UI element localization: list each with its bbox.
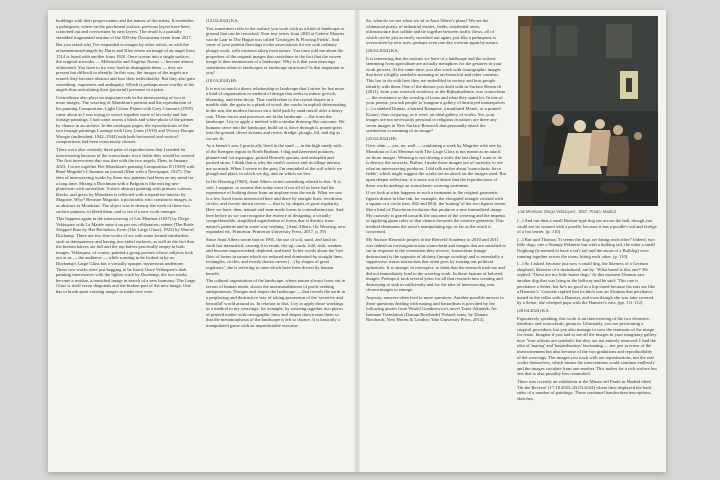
- painting-illustration: [518, 16, 658, 206]
- right-page: [357, 10, 666, 472]
- dialogue-heading: (12.04.2024) KA:: [206, 18, 239, 23]
- image-caption: Las Meninas: Diego Velázquez, 1657, Prado, Madrid: [518, 209, 616, 214]
- dialogue-heading: (28.04.2024) KA:: [517, 307, 550, 313]
- dialogue-heading: (20.04.2024) KA:: [366, 47, 399, 53]
- left-page-column-1: [56, 18, 196, 297]
- paragraph: It is interesting that the notions we have of a landscape and the actions stemming from agriculture are actually metaphors for the gestures in your work process. At the same time, you also work with iconographic images that have a highly symbolic meaning or art-historical and other contexts. This has to do with how they are embedded in society and how people identify with them. One of the themes you dealt with in Surface Research (2011), from your research residency at the Rijksakademie, was iconoclasm — the resistance to the worship of icons and what they stand for. In one of your poems, you ask people to 'imagine a gallery of destroyed masterpieces (...) a stabbed Dumas, a burned Rampens, a mutilated Monet, or a pruned Koons'; thus conjuring, as it were, an ideal gallery of works. Yet, your images are not necessarily personal or religious in nature; are there any seven images in New Surface Research that personally attack the symbolism or meaning of an image?: [366, 55, 506, 134]
- paragraph: But you asked why I've responded to images by other artists, as with the aforementioned angels by Dürer and Klee where an image of an angel from 1514 is fused with another from 1920. Once woven into a single surface, the original artworks — Melencolia and Angelus Novus — become almost obliterated. You have to try very hard to distinguish them — they are present but difficult to identify. In this way, the images of the angels are erased; they become abstract and lose their individuality. But they also gain something: vagueness and ambiguity. Which is perhaps more worthy of the angels than articulating their (pictorial) presence in a print.: [56, 42, 195, 93]
- dialogue-heading: (18.04.2024) HI:: [206, 77, 238, 83]
- left-page: [48, 10, 357, 472]
- paragraph: My Surface Research project at the Rietveld Academy in 2010 and 2011 was indeed an investigation into iconoclasm and images that are smashed or cut in response to the veneration they receive. Iconoclasm (image destruction) is the opposite of idolatry (image worship) and is essentially a suppressive iconic instruction that often goes by rousing our political upheavals. It is strange, in retrospect, to think that the research took me and did not immediately lead to the weaving work. In these fusions of beloved images. Perhaps it took several years for all that research into creating and destroying to sink in sufficiently and for the idea of interweaving wen chosen images to emerge.: [366, 236, 506, 293]
- quote-paragraph: (...) And out then a small Brahon-type dog ran across the hall, though you could see its crossed with a poodle, because it has a poodle's tail and ferelge of a fox terrier. (p. 110): [517, 218, 657, 235]
- paragraph: buildings with their proper names and the names of the artists. It resembles a palimpsest, where on the parchment surface, previous layers have been scratched out and overwritten by new layers. The result is a partially shredded fragmented residue of the 500-day Documenta event from 2017.: [56, 18, 194, 40]
- paragraph: There was recently an exhibition at the Museo del Prado in Madrid titled 'On the Reverse' (17.10.2023–03.03.2024) where they displayed the back sides of a number of paintings. These contained handwritten inscriptions, sketches,: [517, 379, 652, 401]
- paragraph: It is not so much a direct relationship to landscape that I strive for but more a kind of organisation or method of design that seeks to mimic growth, blooming, and even decay. That could relate to the crystal shapes in a marble slab, the grain in a plank of wood, the cracks in asphalt deteriorating in the sun, the modern furrows on a field path by sand runoff after a heavy rain. These traces and processes are in the landscape — the form the landscape. I try to apply a method with a similar drawing-like outcome. We humans carve into the landscape, build on it, drive through it, pound grass into the ground, divert streams and rivers, dredge, plough, fill, and dig as we see fit.: [206, 85, 346, 141]
- paragraph: The cultural organisation of the landscape, where nature always loses out in favour of human needs, shows the unreasonableness of profit-seeking entrepreneurs. Designs and shapes the landscape — that reveals the earth in a perplexing and destructive way of taking possession of the 'secretive and beautiful' world around us. In relation to that, I try to apply those workings as a method in my weavings: for example, by weaving together two pieces of printed matter with cartographic lines and shapes drawn onto them so that the metamorphosis of the landscape is left to chance. It is basically a manipulated game with an unpredictable outcome.: [206, 278, 346, 328]
- paragraph: Anyway, answers often lead to more questions. Another possible answer to these questions dealing with mating and bastardism is provided by the following quotes from Witold Gombrowicz's novel Trans-Atlantyk: An Intimate Translation (Danuta Borchardt) 'Poland: trans. by Danuta Borchardt, New Haven & London: Yale University Press, 2014).: [366, 294, 504, 323]
- paragraph: There were also certainly three pairs of reproductions that I needed for interweaving because of the iconoclastic force fields they would be created. The first interwoven duo was that with the two angels. Then, in January 2023, I wove together Piet Mondrian's painting Composition II (1929) with René Magritte's L'homme au journal (Man with a Newspaper, 1927). The idea of interweaving works by these two painters had been on my mind for a long time. Mixing a Dutchman with a Belgian is like mixing neo-plasticism with surrealism. A strict abstract painting with primary colours, blacks, and greys by Mondrian is reflected with a repetitive interior by Magritte. Why? Because Magritte, a pictorialist who constructs images, is as abstract as Mondrian. The object was to destroy the work of these two surface painters, to bleed them, and to see if a new work emerges.: [56, 147, 196, 214]
- paragraph: Figuratively speaking, this work is an interweaving of the two elements: idealistic and iconoclastic gestures. Ultimately, you are performing a surgical procedure, but you also manage to save the remnants of the image for reuse. Imagine if you had to see all the images in your imaginary gallery now. Your actions are symbolic but they are not entirely removed. I find the idea of 'mating' and 'bastardization' fascinating — not just in terms of the intertwinement but also because of the two gradations and reproducibility of the weavings. The images you work with are reproductions, not the real works themselves, which means the interventions could continue endlessly and the images circulate from one another. This makes for a rich surface but one that is also possibly less committed.: [517, 315, 657, 377]
- dialogue-heading: (25.04.2024) HI:: [366, 135, 398, 141]
- paragraph: So, what do we see when we sit at Anni Albers's plans? We see the whimsical poetry of industrial estates, fields, residential areas, infrastructure that collide and tie together between traffic flows, all of which can be just as easily stretched out again, just like a palimpsest is overwritten by new uses, perhaps even one day overrun again by nature.: [366, 18, 499, 46]
- paragraph: This happens again in the interweaving of Las Meninas (1657) by Diego Velázquez with La Mariée mise à nu par ses célibataires, même (The Bride Stripped Bare by Her Bachelors, Even (The Large Glass), 1923) by Marcel Duchamp. There are two fine works of art with some formal similarities, such as transparency and having two-sided surfaces, as well as the fact that the bottom halves are full and the top halves practically empty in both images. Velázquez, of course, painted a group portrait whose subjects look out at us — the audience — while wanting to be looked at by us. Duchamp's Large Glass has a virtually opaque, mysterious undertone. Those two works were just begging to be fused. Once Velázquez's dark painting interweaves with the lighter work by Duchamp, the two works become a residue, a tarnished image in search of a new harmony. The Large Glass is itself seven diagonals and the broken part of the new image. One has to break apart existing images to make new ones.: [56, 216, 196, 294]
- book-spread: [48, 10, 666, 472]
- paragraph: Since Anni Albers wrote that in 1965, the use of soil, sand, and land on earth has intensified, causing it to erode, dry up, crack, fold, sink, weaken, and become impoverished, depleted, and tired. In her words about the 'free flow of forms in nature which we reduced and dominated by straight lines, rectangles, circles, and evenly drawn curves (...) by shapes of great regularity', she is referring to ones which have been driven by human benefit.: [206, 236, 344, 276]
- quote-paragraph: (...) So I asked, because just now a small dog, the likeness of a German shepherd, likewise of a dachshund, ran by: 'What breed is this one?' He replied: 'These are my little house dogs.' At this moment Thomas saw another dog that was lying in the hallway and he said: 'This one is perchance a Setter, but he's no good as a lop-eared because his ears are like a Hamster's.' Gonzalo replied that its bitch was an Alsatian that perchance mated in the cellar with a Hamster, and even though she was later covered by a Setter, she whelped pups with the Hamster's ears. (pp. 111-112): [517, 261, 656, 306]
- paragraph: In On Weaving (1965), Anni Albers writes something related to this: 'It is safe, I suppose, to assume that today most if not all of us have had the experience of looking down from an airplane onto the earth. What we saw is a few fixed forms intersected here and there by straight lines, rectilinear circles, and evenly drawn curves — that is, by shapes of great regularity. Here we have, then, natural and man-made forms in contradistinction. And here before us we can recognise the essence of designing, a visually comprehensible, simplified organisation of forms that is distinct from nature's patterns and in some way wishing.' (Anni Albers, On Weaving, new expanded ed., Princeton: Princeton University Press, 2017, p. 59): [206, 179, 346, 235]
- paragraph: You sometimes refer to the surface you work with as a kind of landscape or ground that can be reworked. Your text series from 2020 at Galerie Maurits van de Laar in The Hague was called 'Geologies & Plowing Fields'. And some of your pattern drawings evoke associations for me with ordinary plough work, with contours taken from nature. You once told me about the properties of the original images that contribute to the fact that the woven image is then reminiscent of a landscape. Why is it that your drawings sometimes relate to landscapes or landscape structures? Is that important to you?: [206, 25, 345, 76]
- paragraph: If we look at what happens in such a treatment to the original geometric figures drawn in blue ink, for example, the elongated triangle crossed with a square or a circle (nos. 082 and 084), the 'mating' of the two figures seems like a kind of Darwinian evolution that produces a new bastardized image. My curiosity is geared towards the outcome of the weaving and the impetus of applying game rules so that chance becomes the creative generator. This method eliminates the artist's manipulating ego as far as the result is concerned.: [366, 190, 506, 235]
- quote-paragraph: (...) But said Thomas: 'It seems the dogs are biting each other!' Indeed, two little dogs, one a Stumpy Pekinese but with a bulldog tail, the other a small Dogbong (it seemed to have a rat's tail and the snout of a Bulldog) were running together across the room, biting each other. (p. 110): [517, 236, 655, 259]
- left-page-column-2: [206, 18, 346, 330]
- paragraph: Give, uhm — yes, no, well — combining a work by Magritte with one by Mondrian or Las Meninas with The Large Glass is not meant as an attack on those images. Weaving is not driving a wish: the last thing I want to do is destroy the artworks. Rather, I make these images out of curiosity to see what an interweaving produces. I did talk earlier about 'iconoclastic force fields', which might suggest the works are an attack on the images used. But upon deeper reflection, it is more out of desire that the reproductions of these works undergo an iconoclastic weaving treatment.: [366, 143, 507, 188]
- right-page-column-1: [366, 18, 506, 325]
- right-page-column-2: [517, 218, 657, 403]
- paragraph: As a farmer's son, I practically lived in the sand — in the high sandy soils of the Kempen region in North Brabant. I dug and harvested potatoes, planted and cut asparagus, picked Brussels sprouts, and unloaded and packed straw. I think that is why the earth's surface and its tillage interest me so much. When I weave in the past, I'm reminded of the soil which we plough and plant, in which we dig, and on which we live.: [206, 143, 343, 177]
- las-meninas-painting-image: [518, 16, 658, 206]
- paragraph: Coincidence also plays an important role in the interweaving of two or more images. The weaving of Mondrian's portrait and the reproduction of his painting Composition: Light Colour Planes with Grey Contours (1919) came about as I was trying to weave together some of his early and late footage paintings. I had come across a black and white photo of the painter by chance in an archive. In the catalogue pages, the reproductions of the two footage paintings Lozenge with Grey Lines (1918) and Victory Boogie Woogie (unfinished, 1942–1944) with both horizontal and vertical compositions had been consciously chosen.: [56, 94, 195, 145]
